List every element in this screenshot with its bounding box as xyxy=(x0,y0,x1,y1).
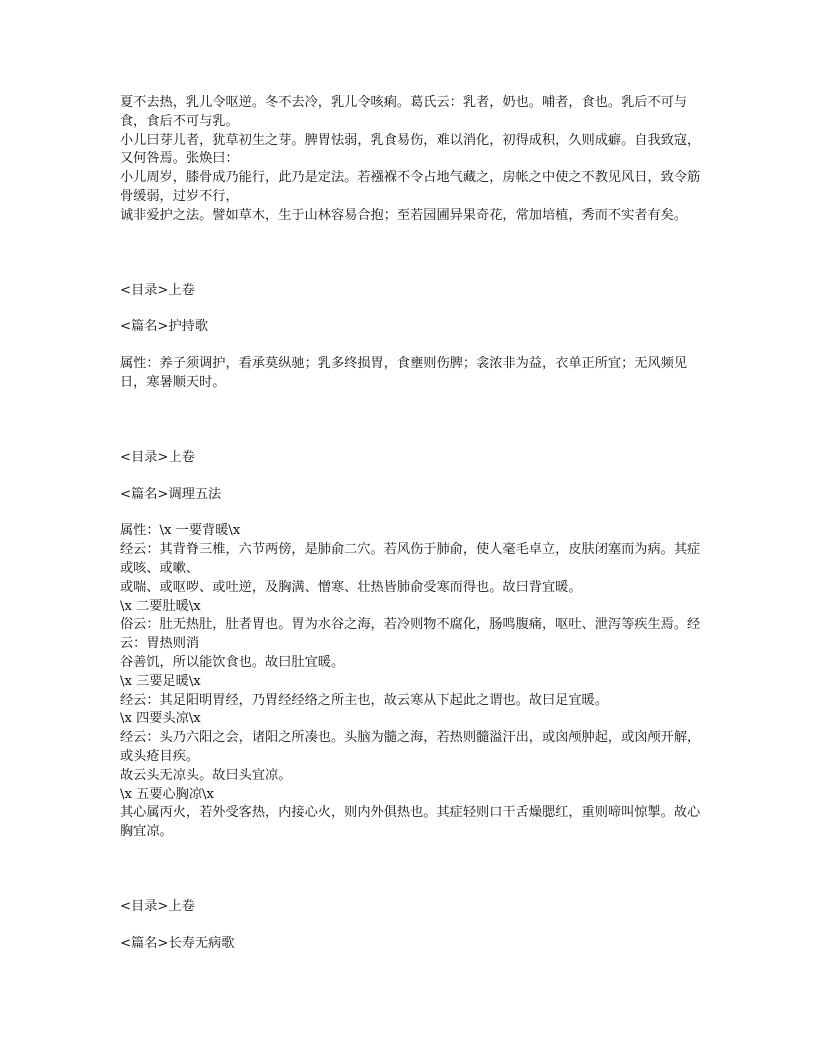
chapter-title: <篇名>调理五法 xyxy=(120,486,222,502)
paragraph-line: \x 五要心胸凉\x xyxy=(120,786,214,802)
paragraph-line: 经云：其背脊三椎，六节两傍，是肺俞二穴。若风伤于肺俞，使人毫毛卓立，皮肤闭塞而为病。其症或咳、或嗽、 xyxy=(120,542,701,576)
paragraph-line: 经云：其足阳明胃经，乃胃经经络之所主也，故云寒从下起此之谓也。故曰足宜暖。 xyxy=(120,692,608,708)
paragraph-line: 经云：头乃六阳之会，诸阳之所凑也。头脑为髓之海，若热则髓溢汗出，或囟颅肿起，或囟颅开解，或头疮目疾。 xyxy=(120,730,701,764)
section-tiaoli-wufa xyxy=(120,449,704,842)
chapter-title: <篇名>护持歌 xyxy=(120,319,209,335)
paragraph-line: 小儿周岁，膝骨成乃能行，此乃是定法。若襁褓不令占地气藏之，房帐之中使之不教见风日，致令筋骨缓弱，过岁不行， xyxy=(120,170,701,204)
spacer xyxy=(120,504,704,522)
paragraph-line: \x 三要足暖\x xyxy=(120,673,201,689)
spacer xyxy=(120,468,704,486)
paragraph-line: 或喘、或呕哕、或吐逆，及胸满、憎寒、壮热皆肺俞受寒而得也。故曰背宜暖。 xyxy=(120,579,582,595)
paragraph-line: 其心属丙火，若外受客热，内接心火，则内外俱热也。其症轻则口干舌燥腮红，重则啼叫惊掣。故心胸宜凉。 xyxy=(120,805,701,840)
paragraph-line: 故云头无凉头。故曰头宜凉。 xyxy=(120,767,292,783)
paragraph-line: 夏不去热，乳儿令呕逆。冬不去冷，乳儿令咳痢。葛氏云：乳者，奶也。哺者，食也。乳后不可与食，食后不可与乳。 xyxy=(120,95,688,129)
paragraph-line: \x 四要头凉\x xyxy=(120,711,201,727)
paragraph-line: \x 二要肚暖\x xyxy=(120,598,201,614)
paragraph-line: 诚非爱护之法。譬如草木，生于山林容易合抱；至若园圃异果奇花，常加培植，秀而不实者有矣。 xyxy=(120,207,688,223)
document-page xyxy=(120,94,704,954)
spacer xyxy=(120,337,704,355)
catalog-label: <目录>上卷 xyxy=(120,449,195,465)
section-changshou-wubingge xyxy=(120,898,704,954)
section-spacer xyxy=(120,226,704,282)
paragraph-line: 俗云：肚无热肚，肚者胃也。胃为水谷之海，若冷则物不腐化，肠鸣腹痛，呕吐、泄泻等疾生焉。经云：胃热则消 xyxy=(120,617,701,652)
section-intro xyxy=(120,94,704,226)
spacer xyxy=(120,300,704,318)
paragraph-line: 属性：养子须调护，看承莫纵驰；乳多终损胃，食壅则伤脾；衾浓非为益，衣单正所宜；无风频见日，寒暑顺天时。 xyxy=(120,356,688,390)
catalog-label: <目录>上卷 xyxy=(120,898,195,914)
section-spacer xyxy=(120,393,704,449)
paragraph-line: 谷善饥，所以能饮食也。故曰肚宜暖。 xyxy=(120,654,345,670)
chapter-title: <篇名>长寿无病歌 xyxy=(120,935,235,951)
spacer xyxy=(120,917,704,935)
section-spacer xyxy=(120,842,704,898)
paragraph-line: 小儿曰芽儿者，犹草初生之芽。脾胃怯弱，乳食易伤，难以消化，初得成积，久则成癖。自我致寇，又何咎焉。张焕曰： xyxy=(120,132,701,167)
paragraph-line: 属性：\x 一要背暖\x xyxy=(120,523,241,539)
section-huchige xyxy=(120,282,704,393)
catalog-label: <目录>上卷 xyxy=(120,282,195,298)
